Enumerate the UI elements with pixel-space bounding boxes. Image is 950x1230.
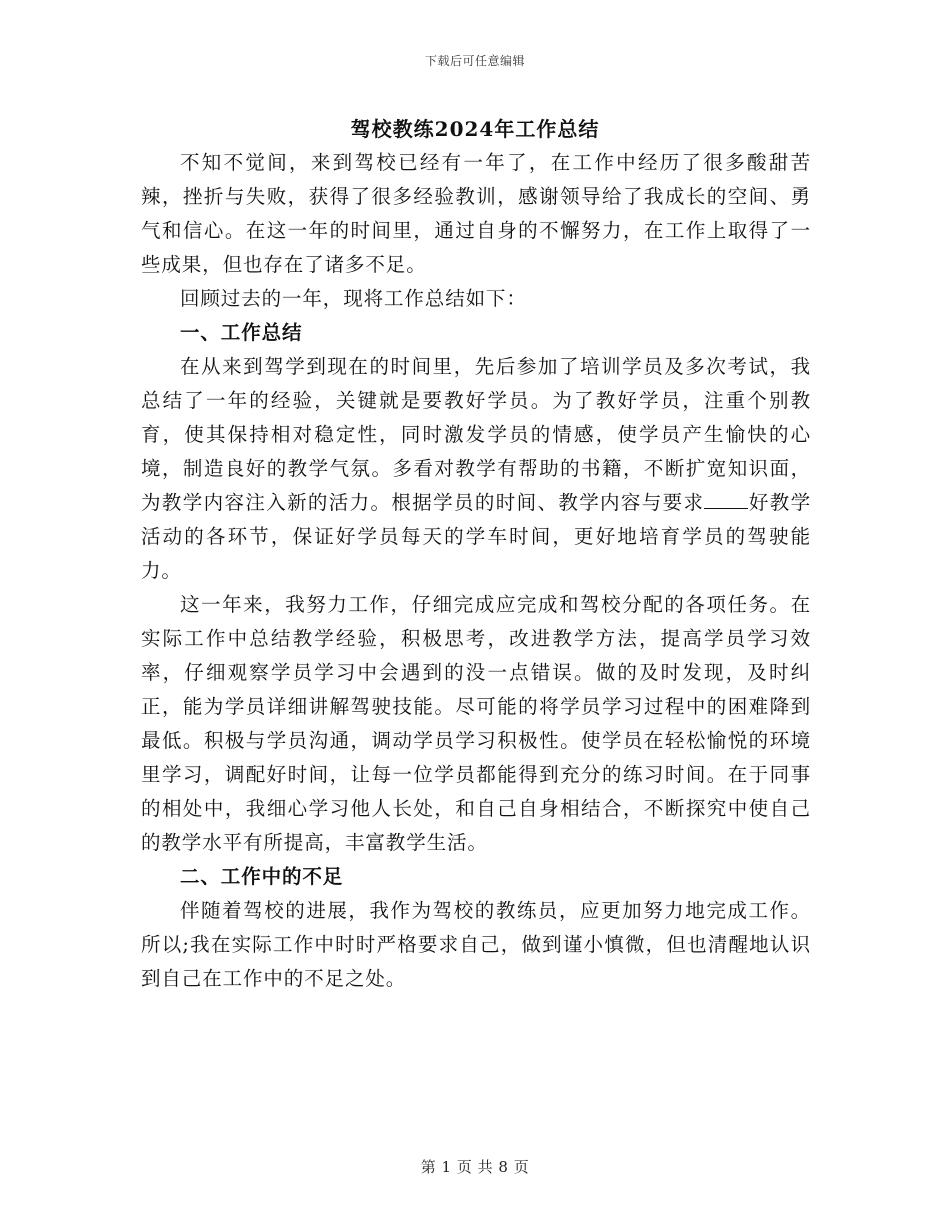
- intro-paragraph-1: 不知不觉间，来到驾校已经有一年了，在工作中经历了很多酸甜苦辣，挫折与失败，获得了很多经验教训，感谢领导给了我成长的空间、勇气和信心。在这一年的时间里，通过自身的不懈努力，在工作上取得了一些成果，但也存在了诸多不足。: [141, 151, 811, 276]
- fill-in-blank: [704, 488, 748, 509]
- page-number-footer: 第 1 页 共 8 页: [420, 1158, 530, 1176]
- section-heading-shortcomings: 二、工作中的不足: [180, 865, 344, 888]
- section2-paragraph-1: 伴随着驾校的进展，我作为驾校的教练员，应更加努力地完成工作。所以;我在实际工作中时时严格要求自己，做到谨小慎微，但也清醒地认识到自己在工作中的不足之处。: [141, 899, 811, 990]
- section1-paragraph-1: [141, 350, 811, 588]
- document-title: 驾校教练2024年工作总结: [350, 117, 600, 141]
- section1-paragraph-1-part-b: 好教学活动的各环节，保证好学员每天的学车时间，更好地培育学员的驾驶能力。: [141, 491, 811, 582]
- document-body: [141, 146, 811, 996]
- intro-paragraph-2: 回顾过去的一年，现将工作总结如下：: [180, 287, 527, 310]
- section1-paragraph-1-part-a: 在从来到驾学到现在的时间里，先后参加了培训学员及多次考试，我总结了一年的经验，关键就是要教好学员。为了教好学员，注重个别教育，使其保持相对稳定性，同时激发学员的情感，使学员产生愉快的心境，制造良好的教学气氛。多看对教学有帮助的书籍，不断扩宽知识面，为教学内容注入新的活力。根据学员的时间、教学内容与要求: [141, 355, 811, 514]
- section-heading-work-summary: 一、工作总结: [180, 321, 303, 344]
- page-header: 下载后可任意编辑: [424, 54, 525, 68]
- section1-paragraph-2: 这一年来，我努力工作，仔细完成应完成和驾校分配的各项任务。在实际工作中总结教学经验，积极思考，改进教学方法，提高学员学习效率，仔细观察学员学习中会遇到的没一点错误。做的及时发现，及时纠正，能为学员详细讲解驾驶技能。尽可能的将学员学习过程中的困难降到最低。积极与学员沟通，调动学员学习积极性。使学员在轻松愉悦的环境里学习，调配好时间，让每一位学员都能得到充分的练习时间。在于同事的相处中，我细心学习他人长处，和自己自身相结合，不断探究中使自己的教学水平有所提高，丰富教学生活。: [141, 593, 811, 854]
